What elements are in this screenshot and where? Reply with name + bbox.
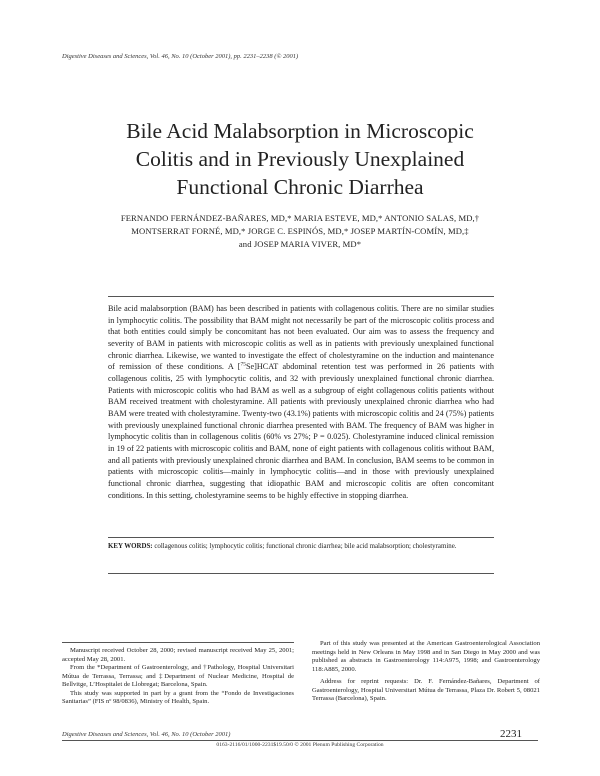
isotope-superscript: 75 — [240, 361, 246, 368]
author-line-1: FERNANDO FERNÁNDEZ-BAÑARES, MD,* MARIA ESTEVE, MD,* ANTONIO SALAS, MD,† — [120, 213, 480, 223]
footnotes-left — [62, 647, 294, 707]
footnote-affiliations: From the *Department of Gastroenterology, and †Pathology, Hospital Universitari Mútua de Terrassa, Terrassa; and ‡Department of Nuclear Medicine, Hospital de Bellvitge, L’Hospitalet de Llobregat; Barcelona, Spain. — [62, 664, 294, 689]
title-line-1: Bile Acid Malabsorption in Microscopic — [126, 119, 474, 143]
abstract-text-part-2: Se]HCAT abdominal retention test was performed in 26 patients with collagenous colitis, 25 with lymphocytic colitis, and 32 with previously unexplained functional chronic diarrhea. Patients with microscopic colitis who had BAM as well as a subgroup of eight collagenous colitis patients without BAM received treatment with cholestyramine. All patients with previously unexplained chronic diarrhea who had BAM were treated with cholestyramine. Twenty-two (43.1%) patients with microscopic colitis and 24 (75%) patients with previously unexplained functional chronic diarrhea presented with BAM. The frequency of BAM was higher in lymphocytic colitis than in collagenous colitis (60% vs 27%; P = 0.025). Cholestyramine induced clinical remission in 19 of 22 patients with microscopic colitis and BAM, none of eight patients with collagenous colitis without BAM, and all patients with previously unexplained chronic diarrhea and BAM. In conclusion, BAM seems to be common in patients with microscopic colitis—mainly in lymphocytic colitis—and in those with previously unexplained functional chronic diarrhea, suggesting that idiopathic BAM and microscopic colitis are often concomitant conditions. In this setting, cholestyramine seems to be highly effective in stopping diarrhea. — [108, 362, 494, 500]
footnote-rule-left — [62, 642, 294, 643]
footnote-funding: This study was supported in part by a grant from the “Fondo de Investigaciones Sanitarias” (FIS nº 98/0836), Ministry of Health, Spain. — [62, 689, 294, 706]
author-list — [0, 212, 600, 251]
article-title — [0, 117, 600, 201]
page-number: 2231 — [500, 728, 522, 740]
abstract-bottom-rule — [108, 537, 494, 538]
abstract — [108, 303, 494, 501]
key-words — [108, 542, 494, 551]
key-words-text: collagenous colitis; lymphocytic colitis; functional chronic diarrhea; bile acid malabsorption; cholestyramine. — [152, 543, 457, 550]
running-footer: Digestive Diseases and Sciences, Vol. 46, No. 10 (October 2001) — [62, 731, 231, 738]
footnote-presentation: Part of this study was presented at the American Gastroenterological Association meetings held in New Orleans in May 1998 and in San Diego in May 2000 and was published as abstracts in Gastroenterology 114:A975, 1998; and Gastroenterology 118:A885, 2000. — [312, 640, 540, 673]
title-line-3: Functional Chronic Diarrhea — [176, 175, 424, 199]
abstract-text-part-1: Bile acid malabsorption (BAM) has been described in patients with collagenous colitis. There are no similar studies in lymphocytic colitis. The possibility that BAM might not necessarily be part of the microscopic colitis process and that both entities could simply be concomitant has not been evaluated. Our aim was to assess the frequency and severity of BAM in patients with microscopic colitis as well as in patients with previously unexplained functional chronic diarrhea. Likewise, we wanted to investigate the effect of cholestyramine on the induction and maintenance of remission of these conditions. A [ — [108, 304, 494, 372]
author-line-3: and JOSEP MARIA VIVER, MD* — [238, 239, 362, 249]
key-words-label: KEY WORDS: — [108, 543, 153, 550]
footnote-manuscript-dates: Manuscript received October 28, 2000; revised manuscript received May 25, 2001; accepted May 28, 2001. — [62, 647, 294, 663]
running-header: Digestive Diseases and Sciences, Vol. 46, No. 10 (October 2001), pp. 2231–2238 (© 2001) — [62, 53, 299, 60]
footnotes-right — [312, 640, 540, 704]
footnote-reprint-address: Address for reprint requests: Dr. F. Fernández-Bañares, Department of Gastroenterology, Hospital Universitari Mútua de Terrassa, Plaza Dr. Robert 5, 08021 Terrassa (Barcelona), Spain. — [312, 678, 540, 703]
footer-rule — [62, 740, 538, 741]
author-line-2: MONTSERRAT FORNÉ, MD,* JORGE C. ESPINÓS, MD,* JOSEP MARTÍN-COMÍN, MD,‡ — [131, 226, 469, 236]
key-words-rule — [108, 573, 494, 574]
title-line-2: Colitis and in Previously Unexplained — [135, 147, 465, 171]
abstract-top-rule — [108, 296, 494, 297]
copyright-line: 0163-2116/01/1000-2231$19.50/0 © 2001 Plenum Publishing Corporation — [216, 742, 384, 748]
